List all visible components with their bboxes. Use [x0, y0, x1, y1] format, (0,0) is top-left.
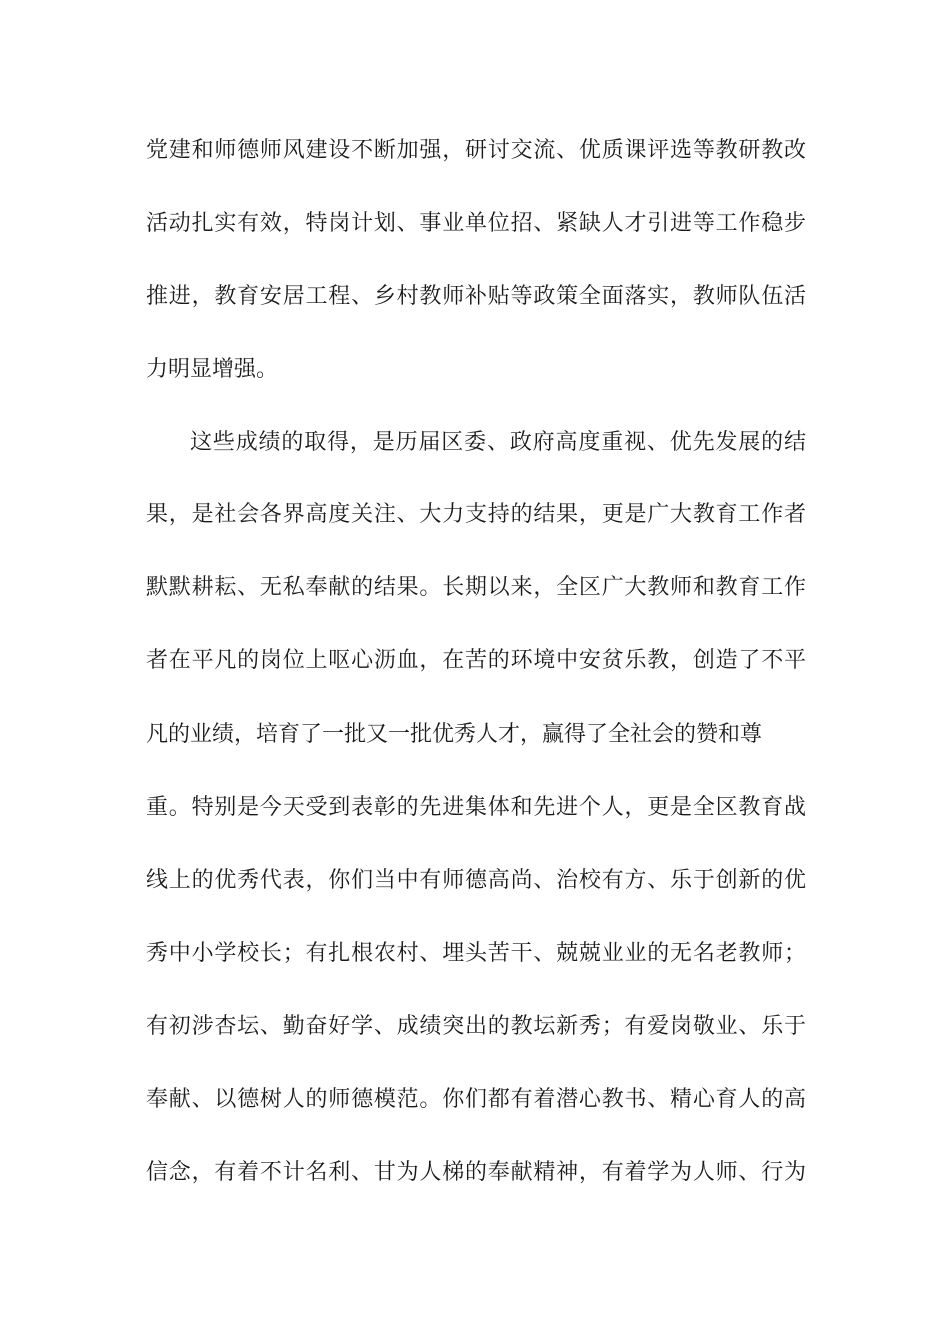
text-line: 者在平凡的岗位上呕心沥血，在苦的环境中安贫乐教，创造了不平 [146, 648, 806, 673]
text-line: 党建和师德师风建设不断加强，研讨交流、优质课评选等教研教改 [146, 138, 806, 163]
text-line: 活动扎实有效，特岗计划、事业单位招、紧缺人才引进等工作稳步 [146, 211, 806, 236]
text-line: 信念，有着不计名利、甘为人梯的奉献精神，有着学为人师、行为 [146, 1160, 806, 1185]
paragraph-first-line: 这些成绩的取得，是历届区委、政府高度重视、优先发展的结 [190, 430, 806, 455]
text-line: 凡的业绩，培育了一批又一批优秀人才，赢得了全社会的赞和尊 [146, 722, 763, 747]
text-line: 线上的优秀代表，你们当中有师德高尚、治校有方、乐于创新的优 [146, 868, 806, 893]
text-line: 有初涉杏坛、勤奋好学、成绩突出的教坛新秀；有爱岗敬业、乐于 [146, 1014, 806, 1039]
text-line: 力明显增强。 [146, 357, 279, 382]
text-line: 推进，教育安居工程、乡村教师补贴等政策全面落实，教师队伍活 [146, 284, 806, 309]
text-line: 奉献、以德树人的师德模范。你们都有着潜心教书、精心育人的高 [146, 1087, 806, 1112]
text-line: 果，是社会各界高度关注、大力支持的结果，更是广大教育工作者 [146, 502, 806, 527]
text-line: 重。特别是今天受到表彰的先进集体和先进个人，更是全区教育战 [146, 795, 806, 820]
text-line: 秀中小学校长；有扎根农村、埋头苦干、兢兢业业的无名老教师； [146, 941, 806, 966]
text-line: 默默耕耘、无私奉献的结果。长期以来，全区广大教师和教育工作 [146, 575, 806, 600]
